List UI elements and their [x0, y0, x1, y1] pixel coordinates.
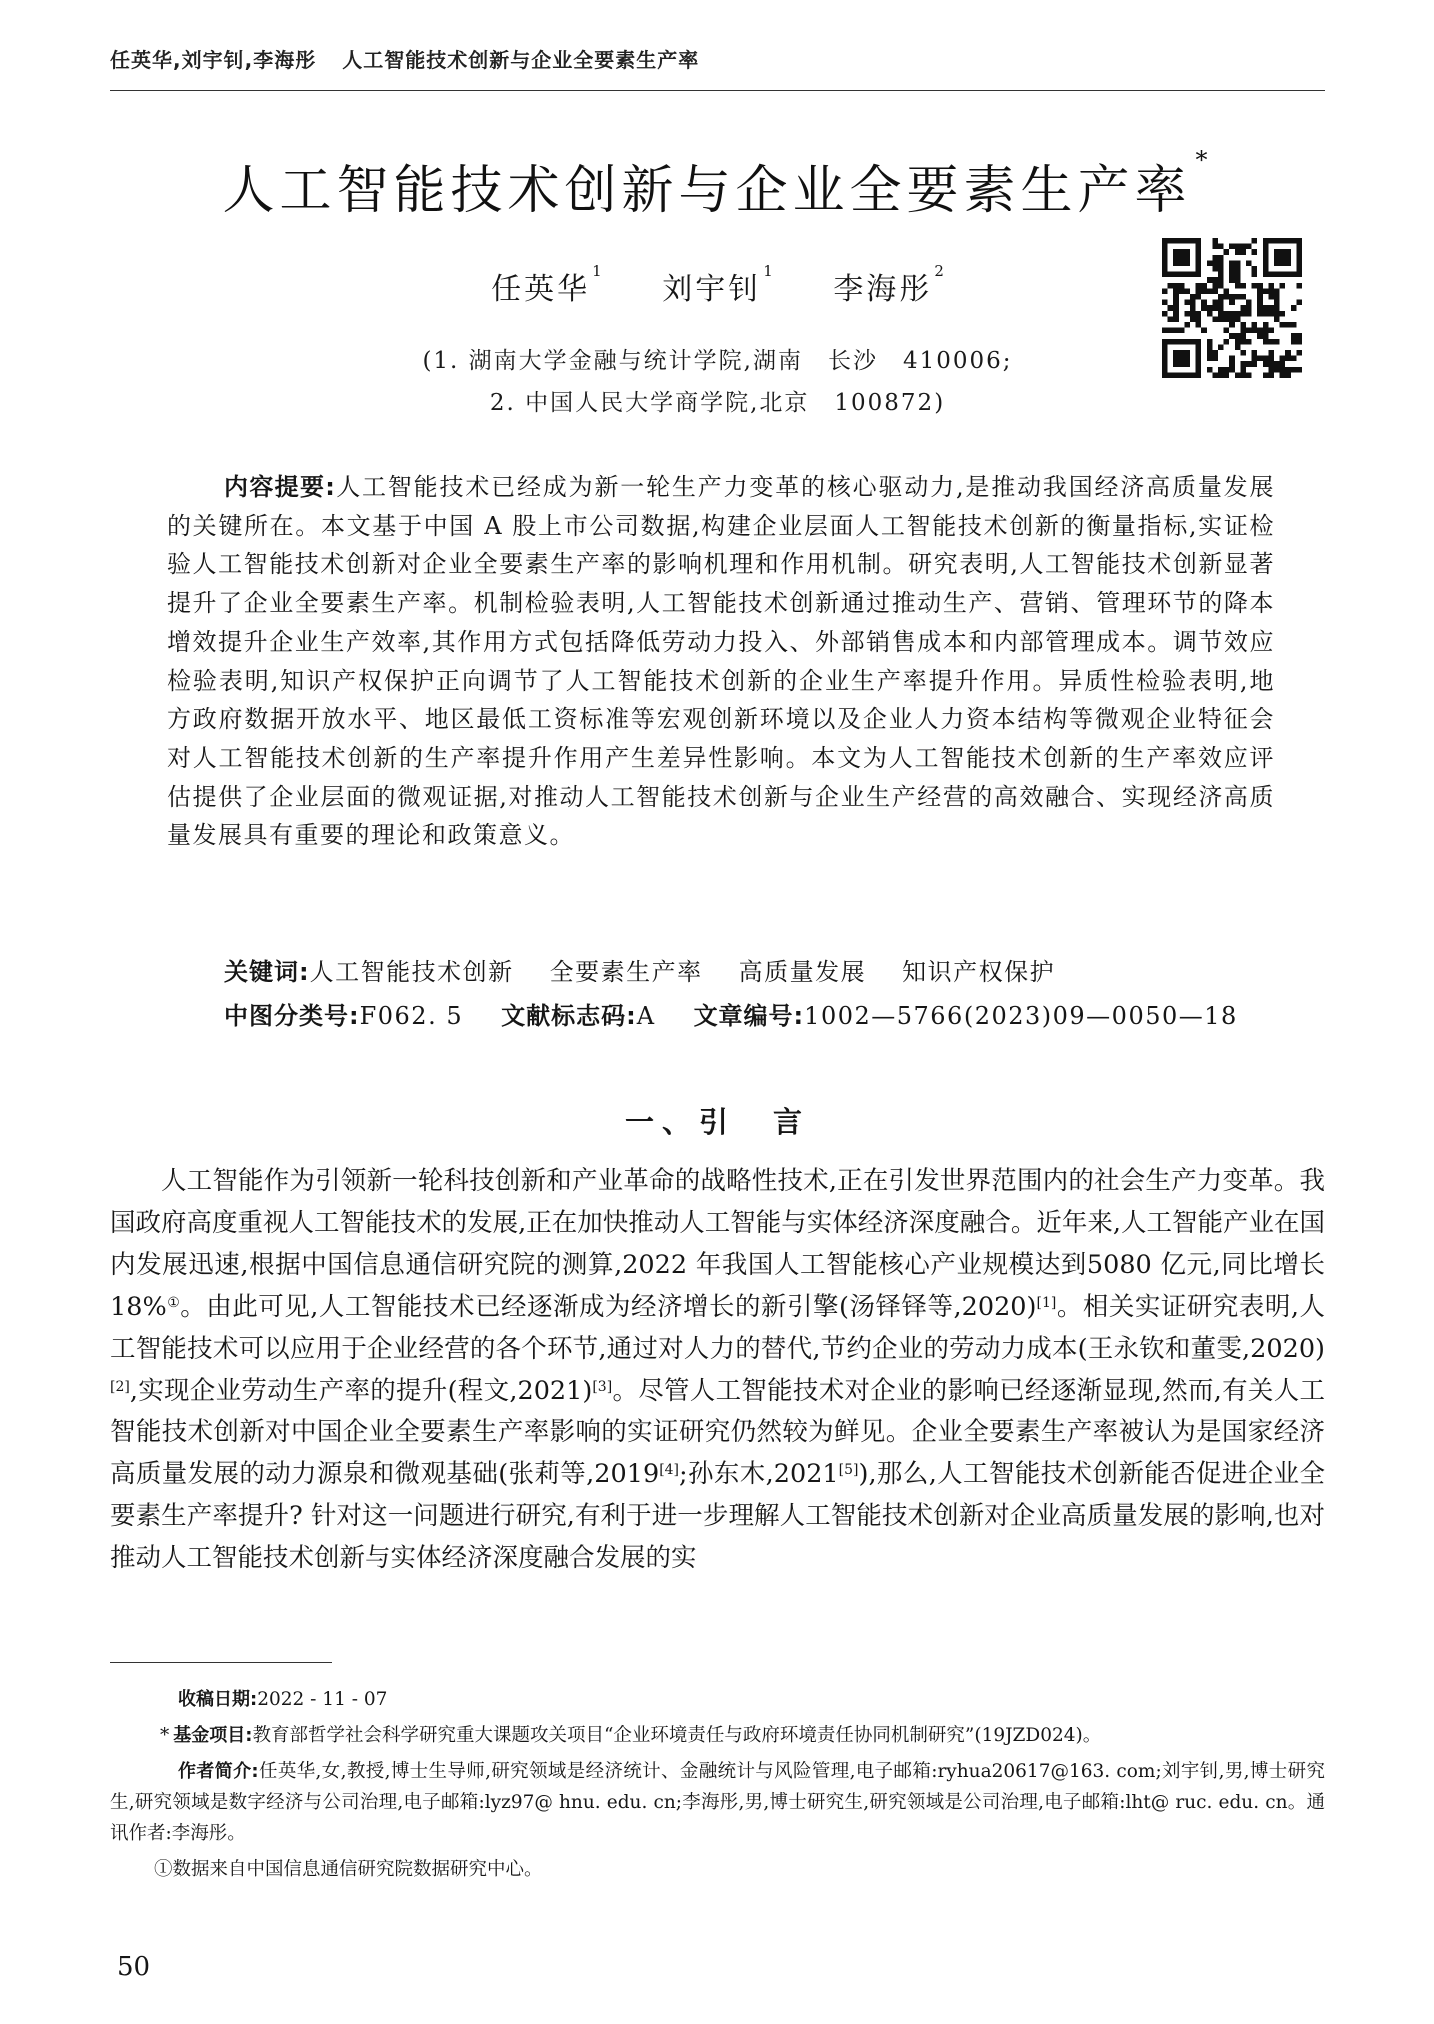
author-1: [491, 262, 602, 307]
article-no-label: 文章编号:: [693, 1002, 805, 1030]
body-text-segment: 人工智能作为引领新一轮科技创新和产业革命的战略性技术,正在引发世界范围内的社会生产力变革。我国政府高度重视人工智能技术的发展,正在加快推动人工智能与实体经济深度融合。近年来,人工智能产业在国内发展迅速,根据中国信息通信研究院的测算,2022 年我国人工智能核心产业规模达到5080 亿元,同比增长 18%: [110, 1166, 1325, 1322]
body-text-segment: ,实现企业劳动生产率的提升(程文,2021): [129, 1375, 593, 1406]
classification-line: [167, 996, 1275, 1031]
keywords-label: 关键词:: [224, 958, 310, 986]
page-number: 50: [117, 1952, 151, 1982]
author-bio-value: 任英华,女,教授,博士生导师,研究领域是经济统计、金融统计与风险管理,电子邮箱:ryhua20617@163. com;刘宇钊,男,博士研究生,研究领域是数字经济与公司治理,电子邮箱:lyz97@ hnu. edu. cn;李海彤,男,博士研究生,研究领域是公司治理,电子邮箱:lht@ ruc. edu. cn。通讯作者:李海彤。: [110, 1761, 1325, 1844]
keyword: 高质量发展: [738, 958, 867, 986]
clc-value: F062. 5: [359, 1002, 464, 1030]
affiliation-1: (1. 湖南大学金融与统计学院,湖南 长沙 410006;: [422, 348, 1013, 374]
body-text-segment: ;孙东木,2021: [679, 1459, 839, 1490]
article-no-value: 1002—5766(2023)09—0050—18: [804, 1002, 1238, 1030]
body-text-segment: 。尽管人工智能技术对企业的影响已经逐渐显现,然而,有关人工智能技术创新对中国企业全要素生产率影响的实证研究仍然较为鲜见。企业全要素生产率被认为是国家经济高质量发展的动力源泉和微观基础(张莉等,2019: [110, 1375, 1325, 1490]
author-name: 刘宇钊: [662, 272, 762, 307]
fund-label: 基金项目:: [173, 1725, 253, 1746]
author-affil-mark: 1: [592, 262, 602, 280]
clc-label: 中图分类号:: [224, 1002, 360, 1030]
section-heading: 一、引 言: [624, 1105, 810, 1139]
author-affil-mark: 2: [934, 262, 944, 280]
title-footnote-mark: *: [1195, 146, 1213, 174]
footnote-ref[interactable]: ①: [166, 1294, 181, 1311]
footnote-fund: [110, 1720, 1325, 1751]
running-header-title: 人工智能技术创新与企业全要素生产率: [342, 48, 700, 72]
doc-code-value: A: [636, 1002, 656, 1030]
author-3: [833, 262, 944, 307]
running-header: [110, 44, 1325, 73]
article-title: [110, 148, 1325, 223]
fund-value: 教育部哲学社会科学研究重大课题攻关项目“企业环境责任与政府环境责任协同机制研究”(19JZD024)。: [252, 1725, 1102, 1746]
footnotes: [110, 1684, 1325, 1890]
citation-ref[interactable]: [3]: [592, 1378, 613, 1395]
received-label: 收稿日期:: [178, 1689, 258, 1710]
fund-mark: *: [160, 1725, 170, 1746]
body-text-segment: 。由此可见,人工智能技术已经逐渐成为经济增长的新引擎(汤铎铎等,2020): [180, 1291, 1037, 1322]
keyword: 知识产权保护: [902, 958, 1056, 986]
abstract-text: 人工智能技术已经成为新一轮生产力变革的核心驱动力,是推动我国经济高质量发展的关键所在。本文基于中国 A 股上市公司数据,构建企业层面人工智能技术创新的衡量指标,实证检验人工智能技术创新对企业全要素生产率的影响机理和作用机制。研究表明,人工智能技术创新显著提升了企业全要素生产率。机制检验表明,人工智能技术创新通过推动生产、营销、管理环节的降本增效提升企业生产效率,其作用方式包括降低劳动力投入、外部销售成本和内部管理成本。调节效应检验表明,知识产权保护正向调节了人工智能技术创新的企业生产率提升作用。异质性检验表明,地方政府数据开放水平、地区最低工资标准等宏观创新环境以及企业人力资本结构等微观企业特征会对人工智能技术创新的生产率提升作用产生差异性影响。本文为人工智能技术创新的生产率效应评估提供了企业层面的微观证据,对推动人工智能技术创新与企业生产经营的高效融合、实现经济高质量发展具有重要的理论和政策意义。: [167, 473, 1275, 850]
body-text-segment: 。相关实证研究表明,人工智能技术可以应用于企业经营的各个环节,通过对人力的替代,节约企业的劳动力成本(王永钦和董雯,2020): [110, 1291, 1326, 1364]
keyword: 人工智能技术创新: [309, 958, 514, 986]
keyword: 全要素生产率: [549, 958, 703, 986]
author-name: 李海彤: [833, 272, 933, 307]
abstract: [167, 468, 1275, 855]
affiliation-2: 2. 中国人民大学商学院,北京 100872): [489, 390, 946, 416]
author-list: [110, 264, 1325, 308]
author-affil-mark: 1: [763, 262, 773, 280]
article-title-text: 人工智能技术创新与企业全要素生产率: [222, 161, 1192, 221]
footnote-received: [110, 1684, 1325, 1715]
body-paragraph: [110, 1161, 1325, 1580]
author-name: 任英华: [491, 272, 591, 307]
header-rule: [110, 90, 1325, 91]
footnote-authors: [110, 1756, 1325, 1849]
author-bio-label: 作者简介:: [178, 1761, 259, 1782]
keywords: [167, 952, 1275, 987]
citation-ref[interactable]: [2]: [110, 1378, 130, 1395]
author-2: [662, 262, 773, 307]
doc-code-label: 文献标志码:: [501, 1002, 637, 1030]
received-value: 2022 - 11 - 07: [257, 1689, 388, 1710]
body-text-segment: ),那么,人工智能技术创新能否促进企业全要素生产率提升? 针对这一问题进行研究,有利于进一步理解人工智能技术创新对企业高质量发展的影响,也对推动人工智能技术创新与实体经济深度融合发展的实: [110, 1459, 1326, 1574]
footnote-rule: [110, 1662, 332, 1663]
abstract-label: 内容提要:: [224, 473, 336, 501]
footnote-data-source: ①数据来自中国信息通信研究院数据研究中心。: [154, 1859, 543, 1880]
citation-ref[interactable]: [4]: [659, 1462, 680, 1479]
running-header-authors: 任英华,刘宇钊,李海彤: [110, 48, 317, 72]
citation-ref[interactable]: [1]: [1036, 1294, 1057, 1311]
citation-ref[interactable]: [5]: [838, 1462, 859, 1479]
